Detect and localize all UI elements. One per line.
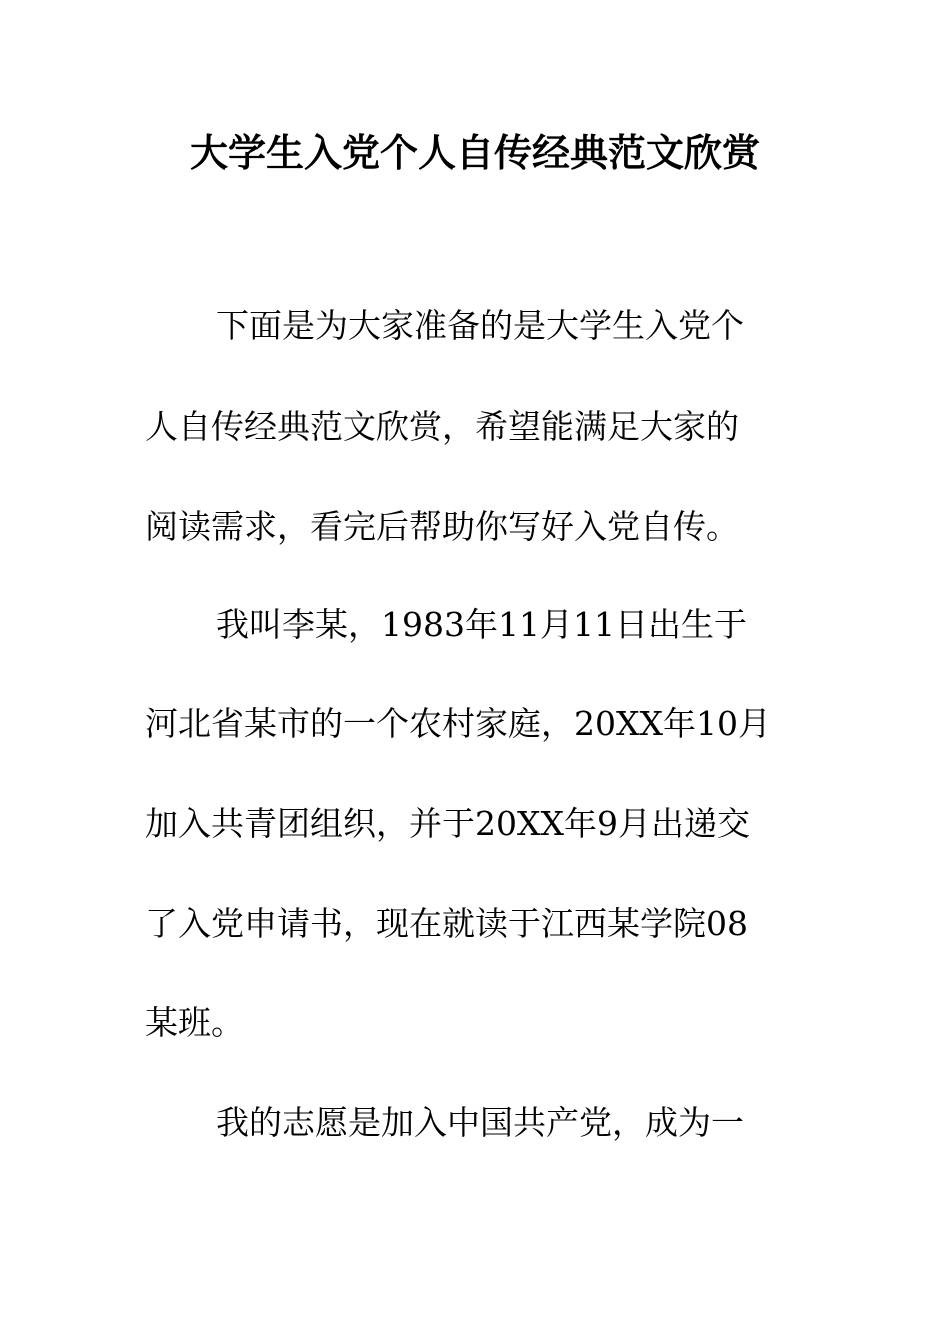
document-title: 大学生入党个人自传经典范文欣赏	[189, 131, 760, 175]
paragraph-line: 我的志愿是加入中国共产党，成为一	[216, 1103, 744, 1142]
paragraph-line: 加入共青团组织，并于20XX年9月出递交	[145, 804, 750, 843]
paragraph-line: 我叫李某，1983年11月11日出生于	[216, 605, 747, 644]
paragraph-line: 人自传经典范文欣赏，希望能满足大家的	[145, 407, 739, 446]
paragraph-line: 河北省某市的一个农村家庭，20XX年10月	[145, 704, 771, 743]
paragraph-line: 阅读需求，看完后帮助你写好入党自传。	[145, 507, 739, 546]
paragraph-line: 某班。	[145, 1003, 244, 1042]
paragraph-line: 下面是为大家准备的是大学生入党个	[216, 306, 744, 345]
paragraph-line: 了入党申请书，现在就读于江西某学院08	[145, 904, 748, 943]
